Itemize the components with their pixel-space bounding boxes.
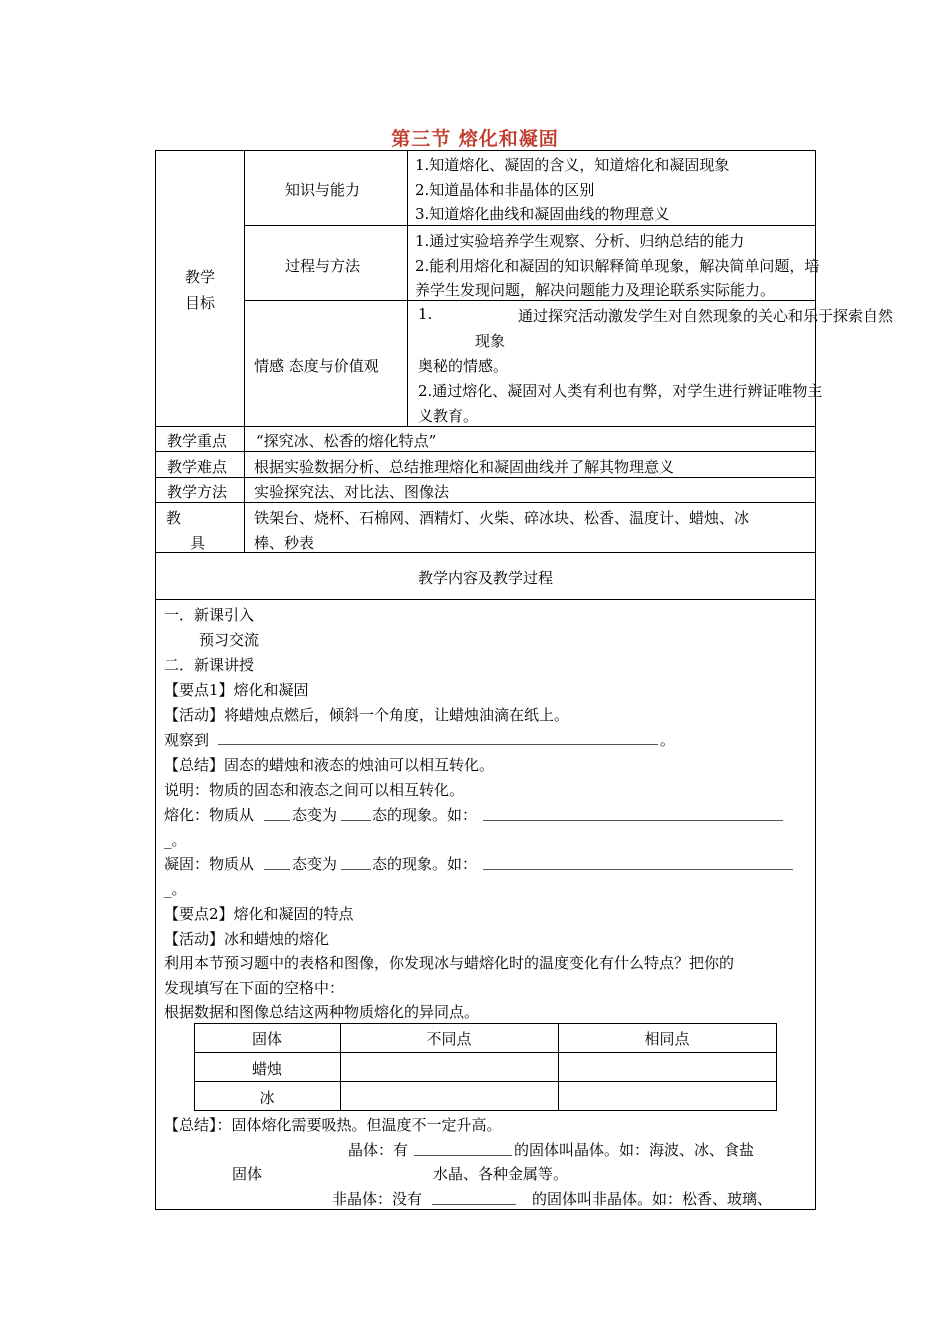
compare-cell-ice-diff[interactable] <box>342 1083 556 1108</box>
crystal-prefix: 晶体：有 <box>348 1141 409 1159</box>
content-line-8: 说明：物质的固态和液态之间可以相互转化。 <box>164 781 465 799</box>
solidify-prefix: 凝固：物质从 <box>164 855 255 873</box>
melting-prefix: 熔化：物质从 <box>164 806 255 824</box>
knowledge-item-1: 1.知道熔化、凝固的含义，知道熔化和凝固现象 <box>415 156 730 174</box>
noncrystal-prefix: 非晶体：没有 <box>332 1190 423 1208</box>
content-line-16: 发现填写在下面的空格中： <box>164 979 345 997</box>
difficulty-value: 根据实验数据分析、总结推理熔化和凝固曲线并了解其物理意义 <box>254 458 675 476</box>
melting-mid: 态变为 <box>292 806 338 824</box>
compare-table-row-2 <box>194 1081 776 1082</box>
method-value: 实验探究法、对比法、图像法 <box>254 483 450 501</box>
table-border-left <box>155 150 156 1210</box>
tools-value-a: 铁架台、烧杯、石棉网、酒精灯、火柴、碎冰块、松香、温度计、蜡烛、冰 <box>254 509 750 527</box>
content-line-4: 【要点1】熔化和凝固 <box>164 681 309 699</box>
tools-label-b: 具 <box>190 534 206 552</box>
divider-h-difficulty <box>155 477 816 478</box>
content-line-2: 预习交流 <box>199 631 260 649</box>
divider-v1 <box>244 150 245 552</box>
content-line-6b: 。 <box>660 731 676 749</box>
compare-row-ice: 冰 <box>259 1089 275 1107</box>
crystal-suffix: 的固体叫晶体。如：海波、冰、食盐 <box>514 1141 755 1159</box>
content-line-1: 一．新课引入 <box>164 606 255 624</box>
compare-header-same: 相同点 <box>644 1030 690 1048</box>
solid-label: 固体 <box>232 1165 263 1183</box>
content-line-17: 根据数据和图像总结这两种物质熔化的异同点。 <box>164 1003 480 1021</box>
melting-blank-2[interactable] <box>341 820 371 821</box>
emotion-item-1-num: 1. <box>418 305 433 323</box>
emotion-item-1-cont: 现象 <box>475 332 506 350</box>
content-line-15: 利用本节预习题中的表格和图像，你发现冰与蜡熔化时的温度变化有什么特点？把你的 <box>164 954 735 972</box>
process-item-2: 2.能利用熔化和凝固的知识解释简单现象，解决简单问题，培 <box>415 257 820 275</box>
content-line-6a: 观察到 <box>164 731 210 749</box>
page-title: 第三节 熔化和凝固 <box>391 128 559 150</box>
knowledge-item-2: 2.知道晶体和非晶体的区别 <box>415 181 595 199</box>
emotion-item-2a: 2.通过熔化、凝固对人类有利也有弊，对学生进行辨证唯物主 <box>418 382 823 400</box>
summary-line-1: 【总结】：固体熔化需要吸热。但温度不一定升高。 <box>164 1116 502 1134</box>
process-label: 过程与方法 <box>285 257 361 275</box>
divider-h-method <box>155 502 816 503</box>
solidify-mid: 态变为 <box>292 855 338 873</box>
tools-value-b: 棒、秒表 <box>254 534 315 552</box>
difficulty-label: 教学难点 <box>167 458 228 476</box>
divider-h-objectives <box>155 426 816 427</box>
knowledge-label: 知识与能力 <box>285 181 361 199</box>
compare-row-candle: 蜡烛 <box>251 1060 282 1078</box>
solidify-end: _。 <box>164 880 187 898</box>
tools-label-a: 教 <box>166 509 182 527</box>
emotion-item-1-end: 奥秘的情感。 <box>418 357 509 375</box>
compare-header-solid: 固体 <box>251 1030 282 1048</box>
emotion-label: 情感 态度与价值观 <box>254 357 379 375</box>
crystal-blank[interactable] <box>414 1155 512 1156</box>
process-header: 教学内容及教学过程 <box>417 569 553 587</box>
table-border-top <box>155 150 816 151</box>
melting-blank-3[interactable] <box>483 820 783 821</box>
compare-header-diff: 不同点 <box>426 1030 472 1048</box>
divider-v2 <box>407 150 408 426</box>
compare-table-row-1 <box>194 1052 776 1053</box>
divider-h-process <box>244 300 816 301</box>
compare-cell-ice-same[interactable] <box>560 1083 774 1108</box>
melting-suffix: 态的现象。如： <box>372 806 478 824</box>
crystal-examples: 水晶、各种金属等。 <box>433 1165 569 1183</box>
content-line-14: 【活动】冰和蜡烛的熔化 <box>164 930 330 948</box>
objectives-label-2: 目标 <box>185 294 216 312</box>
solidify-suffix: 态的现象。如： <box>372 855 478 873</box>
melting-end: _。 <box>164 831 187 849</box>
noncrystal-blank[interactable] <box>432 1204 516 1205</box>
divider-h-knowledge <box>244 225 816 226</box>
emotion-item-1-text: 通过探究活动激发学生对自然现象的关心和乐于探索自然 <box>518 307 894 325</box>
observe-blank[interactable] <box>218 744 658 745</box>
objectives-label-1: 教学 <box>185 268 216 286</box>
melting-blank-1[interactable] <box>264 820 290 821</box>
compare-cell-candle-diff[interactable] <box>342 1054 556 1080</box>
process-item-3: 养学生发现问题，解决问题能力及理论联系实际能力。 <box>415 281 776 299</box>
solidify-blank-1[interactable] <box>264 869 290 870</box>
content-line-13: 【要点2】熔化和凝固的特点 <box>164 905 354 923</box>
noncrystal-suffix: 的固体叫非晶体。如：松香、玻璃、 <box>532 1190 773 1208</box>
solidify-blank-3[interactable] <box>483 869 793 870</box>
content-line-5: 【活动】将蜡烛点燃后，倾斜一个角度，让蜡烛油滴在纸上。 <box>164 706 570 724</box>
divider-h-keypoint <box>155 451 816 452</box>
content-line-3: 二．新课讲授 <box>164 656 255 674</box>
knowledge-item-3: 3.知道熔化曲线和凝固曲线的物理意义 <box>415 205 670 223</box>
emotion-item-2b: 义教育。 <box>418 407 479 425</box>
method-label: 教学方法 <box>167 483 228 501</box>
divider-h-header <box>155 599 816 600</box>
process-item-1: 1.通过实验培养学生观察、分析、归纳总结的能力 <box>415 232 745 250</box>
content-line-7: 【总结】固态的蜡烛和液态的烛油可以相互转化。 <box>164 756 495 774</box>
solidify-blank-2[interactable] <box>341 869 371 870</box>
key-point-value: “探究冰、松香的熔化特点” <box>256 432 437 450</box>
compare-cell-candle-same[interactable] <box>560 1054 774 1080</box>
key-point-label: 教学重点 <box>167 432 228 450</box>
table-border-bottom <box>155 1209 816 1210</box>
